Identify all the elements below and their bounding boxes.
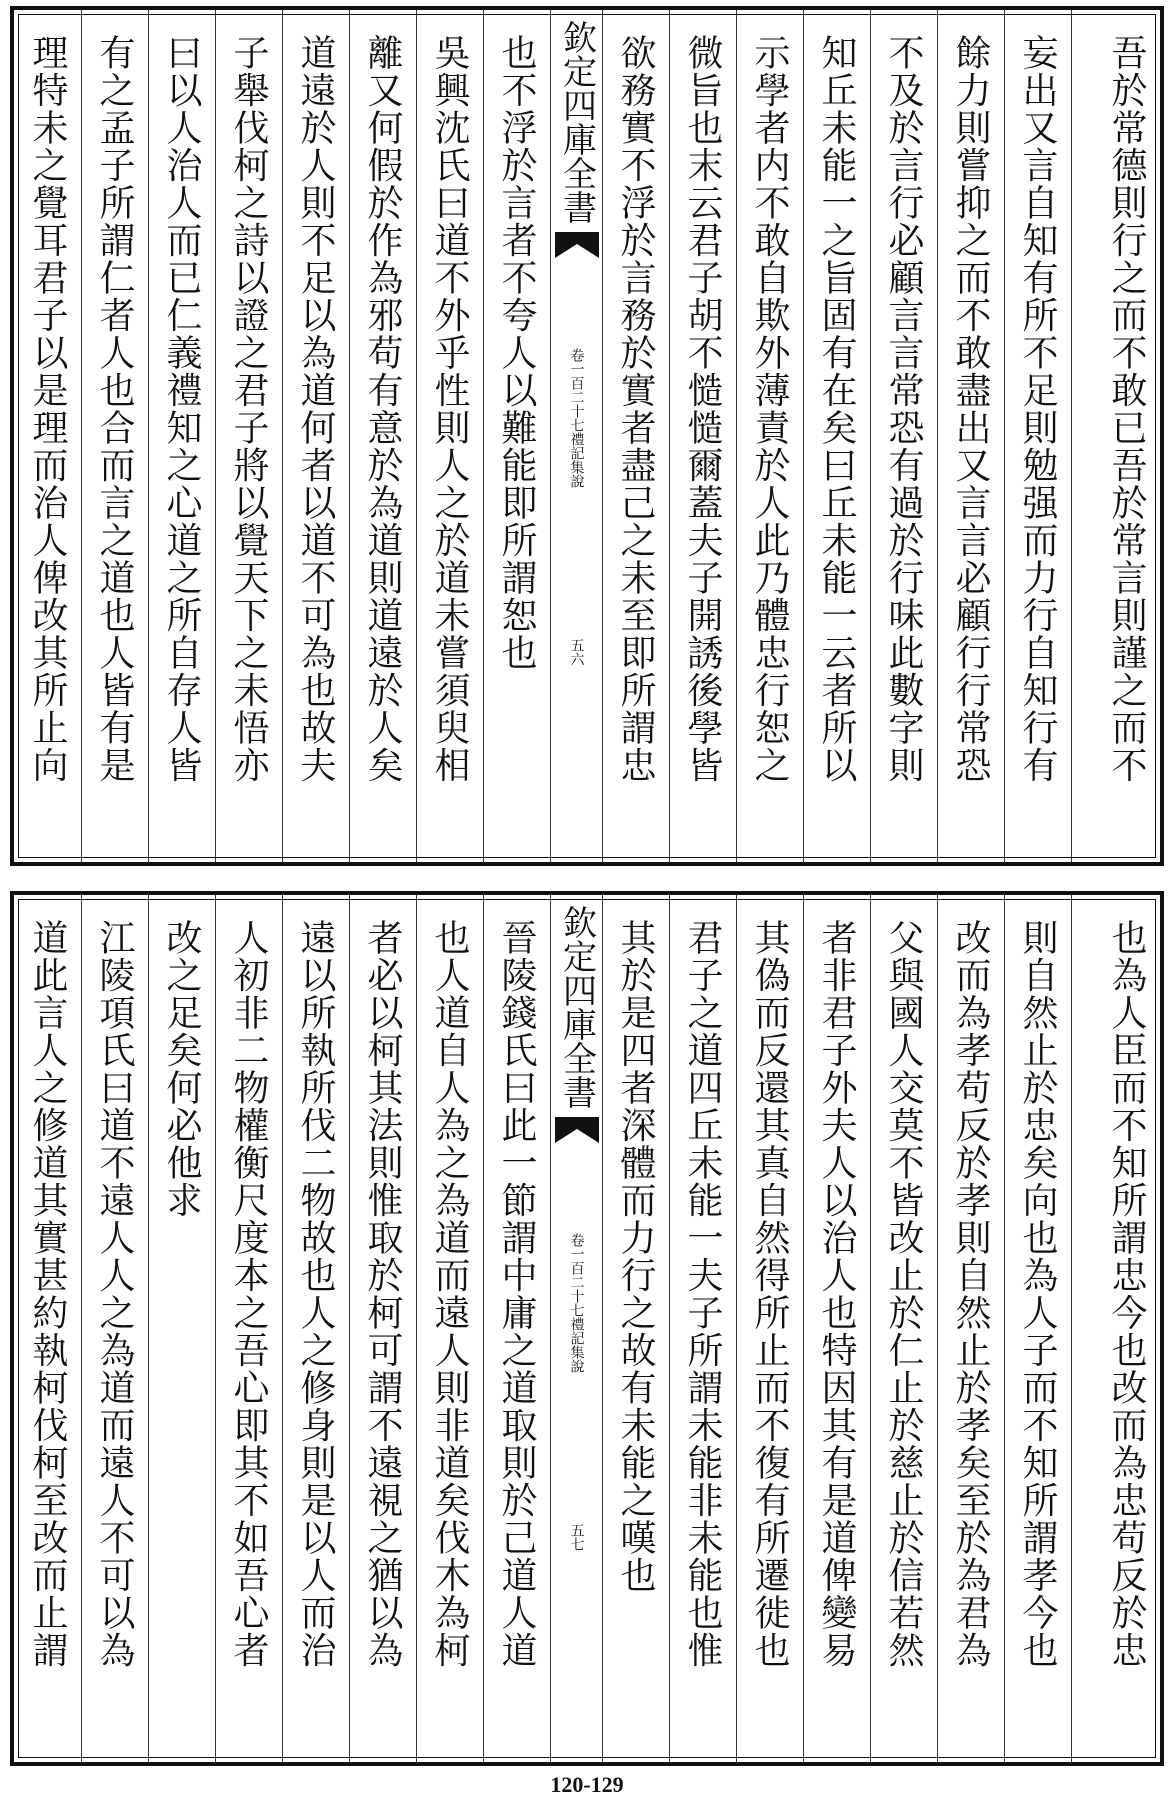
text-column: 理特未之覺耳君子以是理而治人俾改其所止向 bbox=[27, 34, 68, 784]
text-column: 父與國人交莫不皆改止於仁止於慈止於信若然 bbox=[870, 895, 937, 1762]
fishtail-mark-icon bbox=[555, 1117, 599, 1143]
text-column: 改而為孝苟反於孝則自然止於孝矣至於為君為 bbox=[937, 895, 1004, 1762]
text-column: 其於是四者深體而力行之故有未能之嘆也 bbox=[602, 895, 669, 1762]
center-fold-header bbox=[550, 895, 602, 1762]
text-column: 離又何假於作為邪苟有意於為道則道遠於人矣 bbox=[349, 10, 416, 862]
book-title: 禮記集說 bbox=[568, 1317, 585, 1373]
text-column: 有之孟子所謂仁者人也合而言之道也人皆有是 bbox=[81, 10, 148, 862]
text-column: 知丘未能一之旨固有在矣曰丘未能一云者所以 bbox=[803, 10, 870, 862]
volume-number: 卷一百二十七 bbox=[568, 1233, 585, 1317]
text-column: 者必以柯其法則惟取於柯可謂不遠視之猶以為 bbox=[349, 895, 416, 1762]
text-column: 餘力則嘗抑之而不敢盡出又言言必顧行行常恐 bbox=[937, 10, 1004, 862]
book-page-bottom bbox=[10, 891, 1164, 1766]
text-column: 晉陵錢氏曰此一節謂中庸之道取則於己道人道 bbox=[483, 895, 550, 1762]
text-column: 江陵項氏曰道不遠人人之為道而遠人不可以為 bbox=[81, 895, 148, 1762]
text-column: 子舉伐柯之詩以證之君子將以覺天下之未悟亦 bbox=[215, 10, 282, 862]
text-column: 也為人臣而不知所謂忠今也改而為忠苟反於忠 bbox=[1071, 895, 1160, 1762]
folio-number: 五六 bbox=[568, 638, 585, 666]
book-page-top bbox=[10, 6, 1164, 866]
page-reference-number: 120-129 bbox=[550, 1772, 624, 1797]
folio-number: 五七 bbox=[568, 1523, 585, 1551]
book-series-title: 欽定四庫全書 bbox=[556, 905, 597, 1109]
text-column: 遠以所執所伐二物故也人之修身則是以人而治 bbox=[282, 895, 349, 1762]
text-column: 妄出又言自知有所不足則勉强而力行自知行有 bbox=[1004, 10, 1071, 862]
text-column: 欲務實不浮於言務於實者盡己之未至即所謂忠 bbox=[602, 10, 669, 862]
text-column: 人初非二物權衡尺度本之吾心即其不如吾心者 bbox=[215, 895, 282, 1762]
text-column: 也不浮於言者不夸人以難能即所謂恕也 bbox=[483, 10, 550, 862]
text-column: 不及於言行必顧言言常恐有過於行味此數字則 bbox=[870, 10, 937, 862]
text-column: 改之足矣何必他求 bbox=[148, 895, 215, 1762]
text-column: 道此言人之修道其實甚約執柯伐柯至改而止謂 bbox=[27, 919, 68, 1669]
volume-caption bbox=[569, 288, 585, 488]
text-column: 吳興沈氏曰道不外乎性則人之於道未嘗須臾相 bbox=[416, 10, 483, 862]
text-column: 者非君子外夫人以治人也特因其有是道俾變易 bbox=[803, 895, 870, 1762]
text-column: 道遠於人則不足以為道何者以道不可為也故夫 bbox=[282, 10, 349, 862]
text-column: 吾於常德則行之而不敢已吾於常言則謹之而不 bbox=[1071, 10, 1160, 862]
volume-caption bbox=[569, 1173, 585, 1373]
center-fold-header bbox=[550, 10, 602, 862]
text-column: 示學者内不敢自欺外薄責於人此乃體忠行恕之 bbox=[736, 10, 803, 862]
text-column: 則自然止於忠矣向也為人子而不知所謂孝今也 bbox=[1004, 895, 1071, 1762]
volume-number: 卷一百二十七 bbox=[568, 348, 585, 432]
text-column: 也人道自人為之為道而遠人則非道矣伐木為柯 bbox=[416, 895, 483, 1762]
book-series-title: 欽定四庫全書 bbox=[556, 20, 597, 224]
text-column: 微旨也末云君子胡不慥慥爾蓋夫子開誘後學皆 bbox=[669, 10, 736, 862]
text-column: 君子之道四丘未能一夫子所謂未能非未能也惟 bbox=[669, 895, 736, 1762]
book-title: 禮記集說 bbox=[568, 432, 585, 488]
text-column: 曰以人治人而已仁義禮知之心道之所自存人皆 bbox=[148, 10, 215, 862]
fishtail-mark-icon bbox=[555, 232, 599, 258]
text-column: 其偽而反還其真自然得所止而不復有所遷徙也 bbox=[736, 895, 803, 1762]
